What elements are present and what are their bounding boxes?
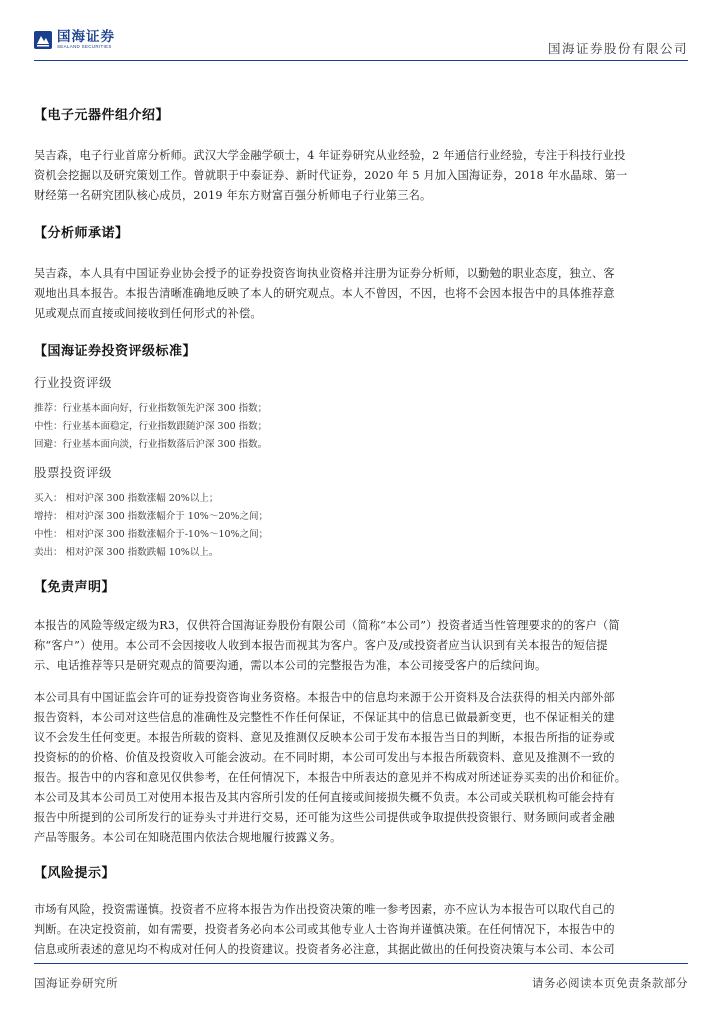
header-divider	[34, 60, 688, 61]
text-line: 市场有风险，投资需谨慎。投资者不应将本报告为作出投资决策的唯一参考因素，亦不应认为本报告可以取代自己的	[34, 903, 615, 916]
list-item: 增持： 相对沪深 300 指数涨幅介于 10%～20%之间；	[34, 511, 268, 522]
list-item: 中性：行业基本面稳定，行业指数跟随沪深 300 指数；	[34, 421, 268, 432]
text-line: 资机会挖掘以及研究策划工作。曾就职于中泰证券、新时代证券，2020 年 5 月加入国海证券，2018 年水晶球、第一	[34, 169, 628, 182]
section-title-rating-standard: 【国海证券投资评级标准】	[34, 344, 197, 359]
text-line: 投资标的的价格、价值及投资收入可能会波动。在不同时期，本公司可发出与本报告所载资料、意见及推测不一致的	[34, 751, 615, 764]
text-line: 示、电话推荐等只是研究观点的简要沟通，需以本公司的完整报告为准，本公司接受客户的后续问询。	[34, 659, 547, 672]
text-line: 观地出具本报告。本报告清晰准确地反映了本人的研究观点。本人不曾因，不因，也将不会因本报告中的具体推荐意	[34, 287, 615, 300]
section-title-disclaimer: 【免责声明】	[34, 580, 116, 595]
company-name: 国海证券股份有限公司	[547, 41, 688, 56]
footer-disclaimer-note: 请务必阅读本页免责条款部分	[532, 976, 688, 990]
section-title-team-intro: 【电子元器件组介绍】	[34, 108, 170, 123]
stock-rating-heading: 股票投资评级	[34, 465, 113, 480]
text-line: 产品等服务。本公司在知晓范围内依法合规地履行披露义务。	[34, 831, 342, 844]
stock-rating-list	[34, 490, 690, 562]
text-line: 财经第一名研究团队核心成员，2019 年东方财富百强分析师电子行业第三名。	[34, 189, 432, 202]
company-logo	[34, 30, 115, 50]
text-line: 报告资料，本公司对这些信息的准确性及完整性不作任何保证，不保证其中的信息已做最新变更，也不保证相关的建	[34, 711, 615, 724]
team-intro-text	[34, 146, 690, 206]
section-title-analyst-pledge: 【分析师承诺】	[34, 226, 129, 241]
text-line: 信息或所表述的意见均不构成对任何人的投资建议。投资者务必注意，其据此做出的任何投资决策与本公司、本公司	[34, 943, 615, 956]
list-item: 买入： 相对沪深 300 指数涨幅 20%以上；	[34, 493, 219, 504]
text-line: 吴吉森，电子行业首席分析师。武汉大学金融学硕士，4 年证券研究从业经验，2 年通信行业经验，专注于科技行业投	[34, 149, 626, 162]
industry-rating-heading: 行业投资评级	[34, 375, 113, 390]
text-line: 本公司及其本公司员工对使用本报告及其内容所引发的任何直接或间接损失概不负责。本公司或关联机构可能会持有	[34, 791, 615, 804]
text-line: 称“客户”）使用。本公司不会因接收人收到本报告而视其为客户。客户及/或投资者应当认识到有关本报告的短信提	[34, 639, 608, 652]
footer-divider	[34, 963, 688, 964]
text-line: 议不会发生任何变更。本报告所载的资料、意见及推测仅反映本公司于发布本报告当日的判断，本报告所指的证券或	[34, 731, 615, 744]
logo-mark-icon	[34, 31, 52, 49]
logo-text-cn: 国海证券	[57, 29, 115, 45]
text-line: 报告中所提到的公司所发行的证券头寸并进行交易，还可能为这些公司提供或争取提供投资银行、财务顾问或者金融	[34, 811, 615, 824]
disclaimer-paragraph-1	[34, 616, 690, 676]
text-line: 见或观点而直接或间接收到任何形式的补偿。	[34, 307, 262, 320]
logo-text-en: SEALAND SECURITIES	[57, 44, 112, 49]
text-line: 判断。在决定投资前，如有需要，投资者务必向本公司或其他专业人士咨询并谨慎决策。在任何情况下，本报告中的	[34, 923, 615, 936]
footer-institute: 国海证券研究所	[34, 976, 118, 990]
disclaimer-paragraph-2	[34, 688, 690, 848]
list-item: 卖出： 相对沪深 300 指数跌幅 10%以上。	[34, 547, 219, 558]
page-content	[34, 100, 690, 960]
list-item: 推荐：行业基本面向好，行业指数领先沪深 300 指数；	[34, 403, 268, 414]
text-line: 报告。报告中的内容和意见仅供参考，在任何情况下，本报告中所表达的意见并不构成对所述证券买卖的出价和征价。	[34, 771, 627, 784]
industry-rating-list	[34, 400, 690, 454]
risk-text	[34, 900, 690, 960]
text-line: 本报告的风险等级定级为R3，仅供符合国海证券股份有限公司（简称“本公司”）投资者适当性管理要求的的客户（简	[34, 619, 620, 632]
analyst-pledge-text	[34, 264, 690, 324]
page-header	[0, 0, 724, 64]
text-line: 吴吉森，本人具有中国证券业协会授予的证券投资咨询执业资格并注册为证券分析师，以勤勉的职业态度，独立、客	[34, 267, 615, 280]
text-line: 本公司具有中国证监会许可的证券投资咨询业务资格。本报告中的信息均来源于公开资料及合法获得的相关内部外部	[34, 691, 615, 704]
section-title-risk: 【风险提示】	[34, 866, 116, 881]
list-item: 回避：行业基本面向淡，行业指数落后沪深 300 指数。	[34, 439, 268, 450]
list-item: 中性： 相对沪深 300 指数涨幅介于-10%～10%之间；	[34, 529, 269, 540]
